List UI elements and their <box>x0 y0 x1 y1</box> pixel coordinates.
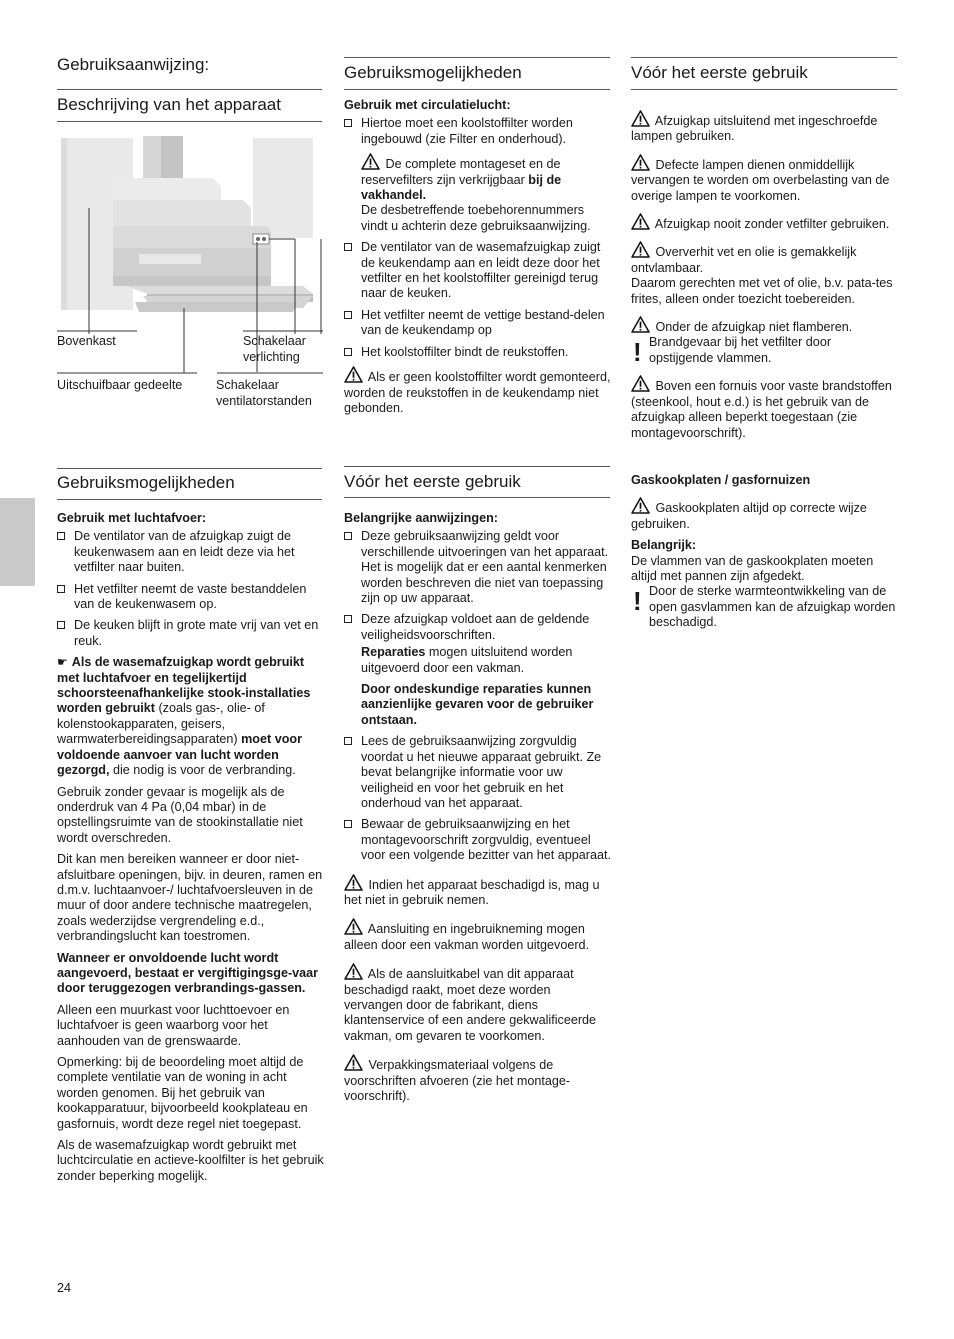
rule <box>344 497 610 498</box>
section-title-description: Beschrijving van het apparaat <box>57 95 281 114</box>
warning-note: Indien het apparaat beschadigd is, mag u het niet in gebruik nemen. <box>344 874 612 909</box>
repairs-warning: Door ondeskundige reparaties kunnen aanzienlijke gevaren voor de gebruiker ontstaan. <box>361 682 594 727</box>
warning-icon <box>631 154 650 171</box>
checkbox-bullet <box>344 615 352 623</box>
exclamation-icon: ! <box>633 586 642 617</box>
warning-note: Aansluiting en ingebruikneming mogen alleen door een vakman worden uitgevoerd. <box>344 918 612 953</box>
warning-icon <box>631 110 650 127</box>
list-item: De ventilator van de afzuigkap zuigt de keukenwasem aan en leidt deze via het vetfilter naar buiten. <box>57 529 325 575</box>
column-1-body <box>57 511 325 1190</box>
warning-note: Afzuigkap nooit zonder vetfilter gebruiken. <box>631 213 897 232</box>
warning-icon <box>631 375 650 392</box>
subheading-important-instructions: Belangrijke aanwijzingen: <box>344 511 498 525</box>
list-item: Het vetfilter neemt de vettige bestand-delen van de keukendamp op <box>344 308 612 339</box>
list-item: Bewaar de gebruiksaanwijzing en het montagevoorschrift zorgvuldig, eventueel voor een volgende bezitter van het apparaat. <box>344 817 612 863</box>
warning-note: Onder de afzuigkap niet flamberen. <box>631 316 897 335</box>
column-2-top-body <box>344 98 612 422</box>
label-bovenkast: Bovenkast <box>57 334 116 348</box>
paragraph: Gebruik zonder gevaar is mogelijk als de onderdruk van 4 Pa (0,04 mbar) in de opstellingsruimte van de stookinstallatie niet wordt overschreden. <box>57 784 303 845</box>
checkbox-bullet <box>344 243 352 251</box>
paragraph: Opmerking: bij de beoordeling moet altijd de complete ventilatie van de woning in acht worden genomen. Bij het gebruik van kookapparatuur, bijvoorbeeld kookplateau en gasfornuis, wordt deze regel niet toegepast. <box>57 1055 308 1131</box>
subheading-gas-hobs: Gaskookplaten / gasfornuizen <box>631 472 811 487</box>
list-item: Deze gebruiksaanwijzing geldt voor verschillende uitvoeringen van het apparaat. Het is mogelijk dat er een aantal kenmerken worden beschreven die niet van toepassing zijn op uw apparaat. <box>344 529 612 606</box>
rule <box>344 466 610 467</box>
paragraph: De vlammen van de gaskookplaten moeten altijd met pannen zijn afgedekt. <box>631 553 874 583</box>
paragraph: Dit kan men bereiken wanneer er door niet-afsluitbare openingen, bijv. in deuren, ramen en d.m.v. luchtaanvoer-/ luchtafvoersleuven in de muur of door andere technische maatregelen, zoals wederzijdse vergrendeling e.d., verbrandingslucht kan toestromen. <box>57 852 323 944</box>
page-number: 24 <box>57 1281 72 1295</box>
warning-note: Defecte lampen dienen onmiddellijk vervangen te worden om overbelasting van de overige lampen te voorkomen. <box>631 154 897 204</box>
list-item: Het vetfilter neemt de vaste bestanddelen van de keukenwasem op. <box>57 582 325 613</box>
label-schakelaar-verlichting-2: verlichting <box>243 350 300 364</box>
warning-icon <box>361 153 380 170</box>
warning-icon <box>631 316 650 333</box>
caution-note: ! Brandgevaar bij het vetfilter door opstijgende vlammen. <box>633 335 832 368</box>
checkbox-bullet <box>344 820 352 828</box>
rule <box>631 57 897 58</box>
label-uitschuifbaar-gedeelte: Uitschuifbaar gedeelte <box>57 378 183 392</box>
rule <box>344 57 610 58</box>
section-title-usage-exhaust: Gebruiksmogelijkheden <box>57 473 235 492</box>
checkbox-bullet <box>344 532 352 540</box>
exhaust-note: ☛ Als de wasemafzuigkap wordt gebruikt met luchtafvoer en tegelijkertijd schoorsteenafhankelijke stook-installaties worden gebruikt (zoals gas-, olie- of kolenstookapparaten, geisers, warmwaterbereidingsapparaten) moet voor voldoende aanvoer van lucht worden gezorgd, die nodig is voor de verbranding. <box>57 655 311 778</box>
section-title-usage-circulation: Gebruiksmogelijkheden <box>344 63 522 82</box>
list-item: De keuken blijft in grote mate vrij van vet en reuk. <box>57 618 325 649</box>
warning-note: Afzuigkap uitsluitend met ingeschroefde lampen gebruiken. <box>631 110 897 145</box>
checkbox-bullet <box>57 621 65 629</box>
warning-note: Verpakkingsmateriaal volgens de voorschriften afvoeren (zie het montage-voorschrift). <box>344 1054 612 1104</box>
warning-icon <box>344 366 363 383</box>
warning-icon <box>631 213 650 230</box>
checkbox-bullet <box>57 585 65 593</box>
warning-note: Als er geen koolstoffilter wordt gemonteerd, worden de reukstoffen in de keukendamp niet gebonden. <box>344 366 612 416</box>
section-tab-marker <box>0 498 35 586</box>
warning-note: Oververhit vet en olie is gemakkelijk ontvlambaar. Daarom gerechten met vet of olie, b.v. pata-tes frites, alleen onder toezicht toebereiden. <box>631 241 897 307</box>
warning-icon <box>344 963 363 980</box>
checkbox-bullet <box>344 119 352 127</box>
warning-note: Als de aansluitkabel van dit apparaat beschadigd raakt, moet deze worden vervangen door de fabrikant, diens klantenservice of een andere gekwalificeerde vakman, om gevaren te voorkomen. <box>344 963 612 1044</box>
list-item: Deze afzuigkap voldoet aan de geldende veiligheidsvoorschriften. <box>344 612 612 643</box>
warning-icon <box>344 1054 363 1071</box>
warning-note: De complete montageset en de reservefilters zijn verkrijgbaar bij de vakhandel. De desbetreffende toebehorennummers vindt u achterin deze gebruiksaanwijzing. <box>344 153 612 234</box>
subheading-exhaust: Gebruik met luchtafvoer: <box>57 511 207 525</box>
warning-icon <box>631 241 650 258</box>
rule <box>57 499 322 500</box>
warning-note: Boven een fornuis voor vaste brandstoffen (steenkool, hout e.d.) is het gebruik van de afzuigkap alleen beperkt toegestaan (zie montagevoorschrift). <box>631 375 897 441</box>
column-3-body <box>631 110 897 637</box>
warning-icon <box>344 874 363 891</box>
label-schakelaar-verlichting-1: Schakelaar <box>243 334 307 348</box>
label-schakelaar-ventilator-2: ventilatorstanden <box>216 394 312 408</box>
checkbox-bullet <box>344 348 352 356</box>
label-schakelaar-ventilator-1: Schakelaar <box>216 378 280 392</box>
checkbox-bullet <box>344 737 352 745</box>
section-title-before-first-use: Vóór het eerste gebruik <box>344 472 521 491</box>
caution-note: ! Door de sterke warmteontwikkeling van de open gasvlammen kan de afzuigkap worden beschadigd. <box>633 584 896 630</box>
rule <box>344 89 610 90</box>
warning-note: Gaskookplaten altijd op correcte wijze gebruiken. <box>631 497 897 532</box>
rule <box>57 121 322 122</box>
rule <box>631 89 897 90</box>
list-item: Lees de gebruiksaanwijzing zorgvuldig voordat u het nieuwe apparaat gebruikt. Ze bevat belangrijke informatie voor uw veiligheid en voor het gebruik en het onderhoud van het apparaat. <box>344 734 612 811</box>
list-item: De ventilator van de wasemafzuigkap zuigt de keukendamp aan en leidt deze door het vetfilter en het koolstoffilter gereinigd terug naar de keuken. <box>344 240 612 302</box>
subheading-important: Belangrijk: <box>631 538 697 553</box>
warning-icon <box>344 918 363 935</box>
poisoning-warning: Wanneer er onvoldoende lucht wordt aangevoerd, bestaat er vergiftigingsge-vaar door teruggezogen verbrandings-gassen. <box>57 950 319 996</box>
paragraph: Als de wasemafzuigkap wordt gebruikt met luchtcirculatie en actieve-koolfilter is het gebruik zonder beperking mogelijk. <box>57 1138 324 1183</box>
checkbox-bullet <box>344 311 352 319</box>
rule <box>57 89 322 90</box>
repairs-note: Reparaties mogen uitsluitend worden uitgevoerd door een vakman. <box>361 645 573 675</box>
section-title-before-first-use-safety: Vóór het eerste gebruik <box>631 63 808 82</box>
checkbox-bullet <box>57 532 65 540</box>
list-item: Hiertoe moet een koolstoffilter worden ingebouwd (zie Filter en onderhoud). <box>344 116 612 147</box>
pointing-hand-icon: ☛ <box>57 655 68 670</box>
doc-title: Gebruiksaanwijzing: <box>57 55 210 74</box>
exclamation-icon: ! <box>633 337 642 368</box>
subheading-circulation: Gebruik met circulatielucht: <box>344 98 511 112</box>
list-item: Het koolstoffilter bindt de reukstoffen. <box>344 345 612 360</box>
column-2-bottom-body <box>344 511 612 1110</box>
paragraph: Alleen een muurkast voor luchttoevoer en luchtafvoer is geen waarborg voor het aanhouden van de grenswaarde. <box>57 1002 290 1048</box>
rule <box>57 468 322 469</box>
warning-icon <box>631 497 650 514</box>
